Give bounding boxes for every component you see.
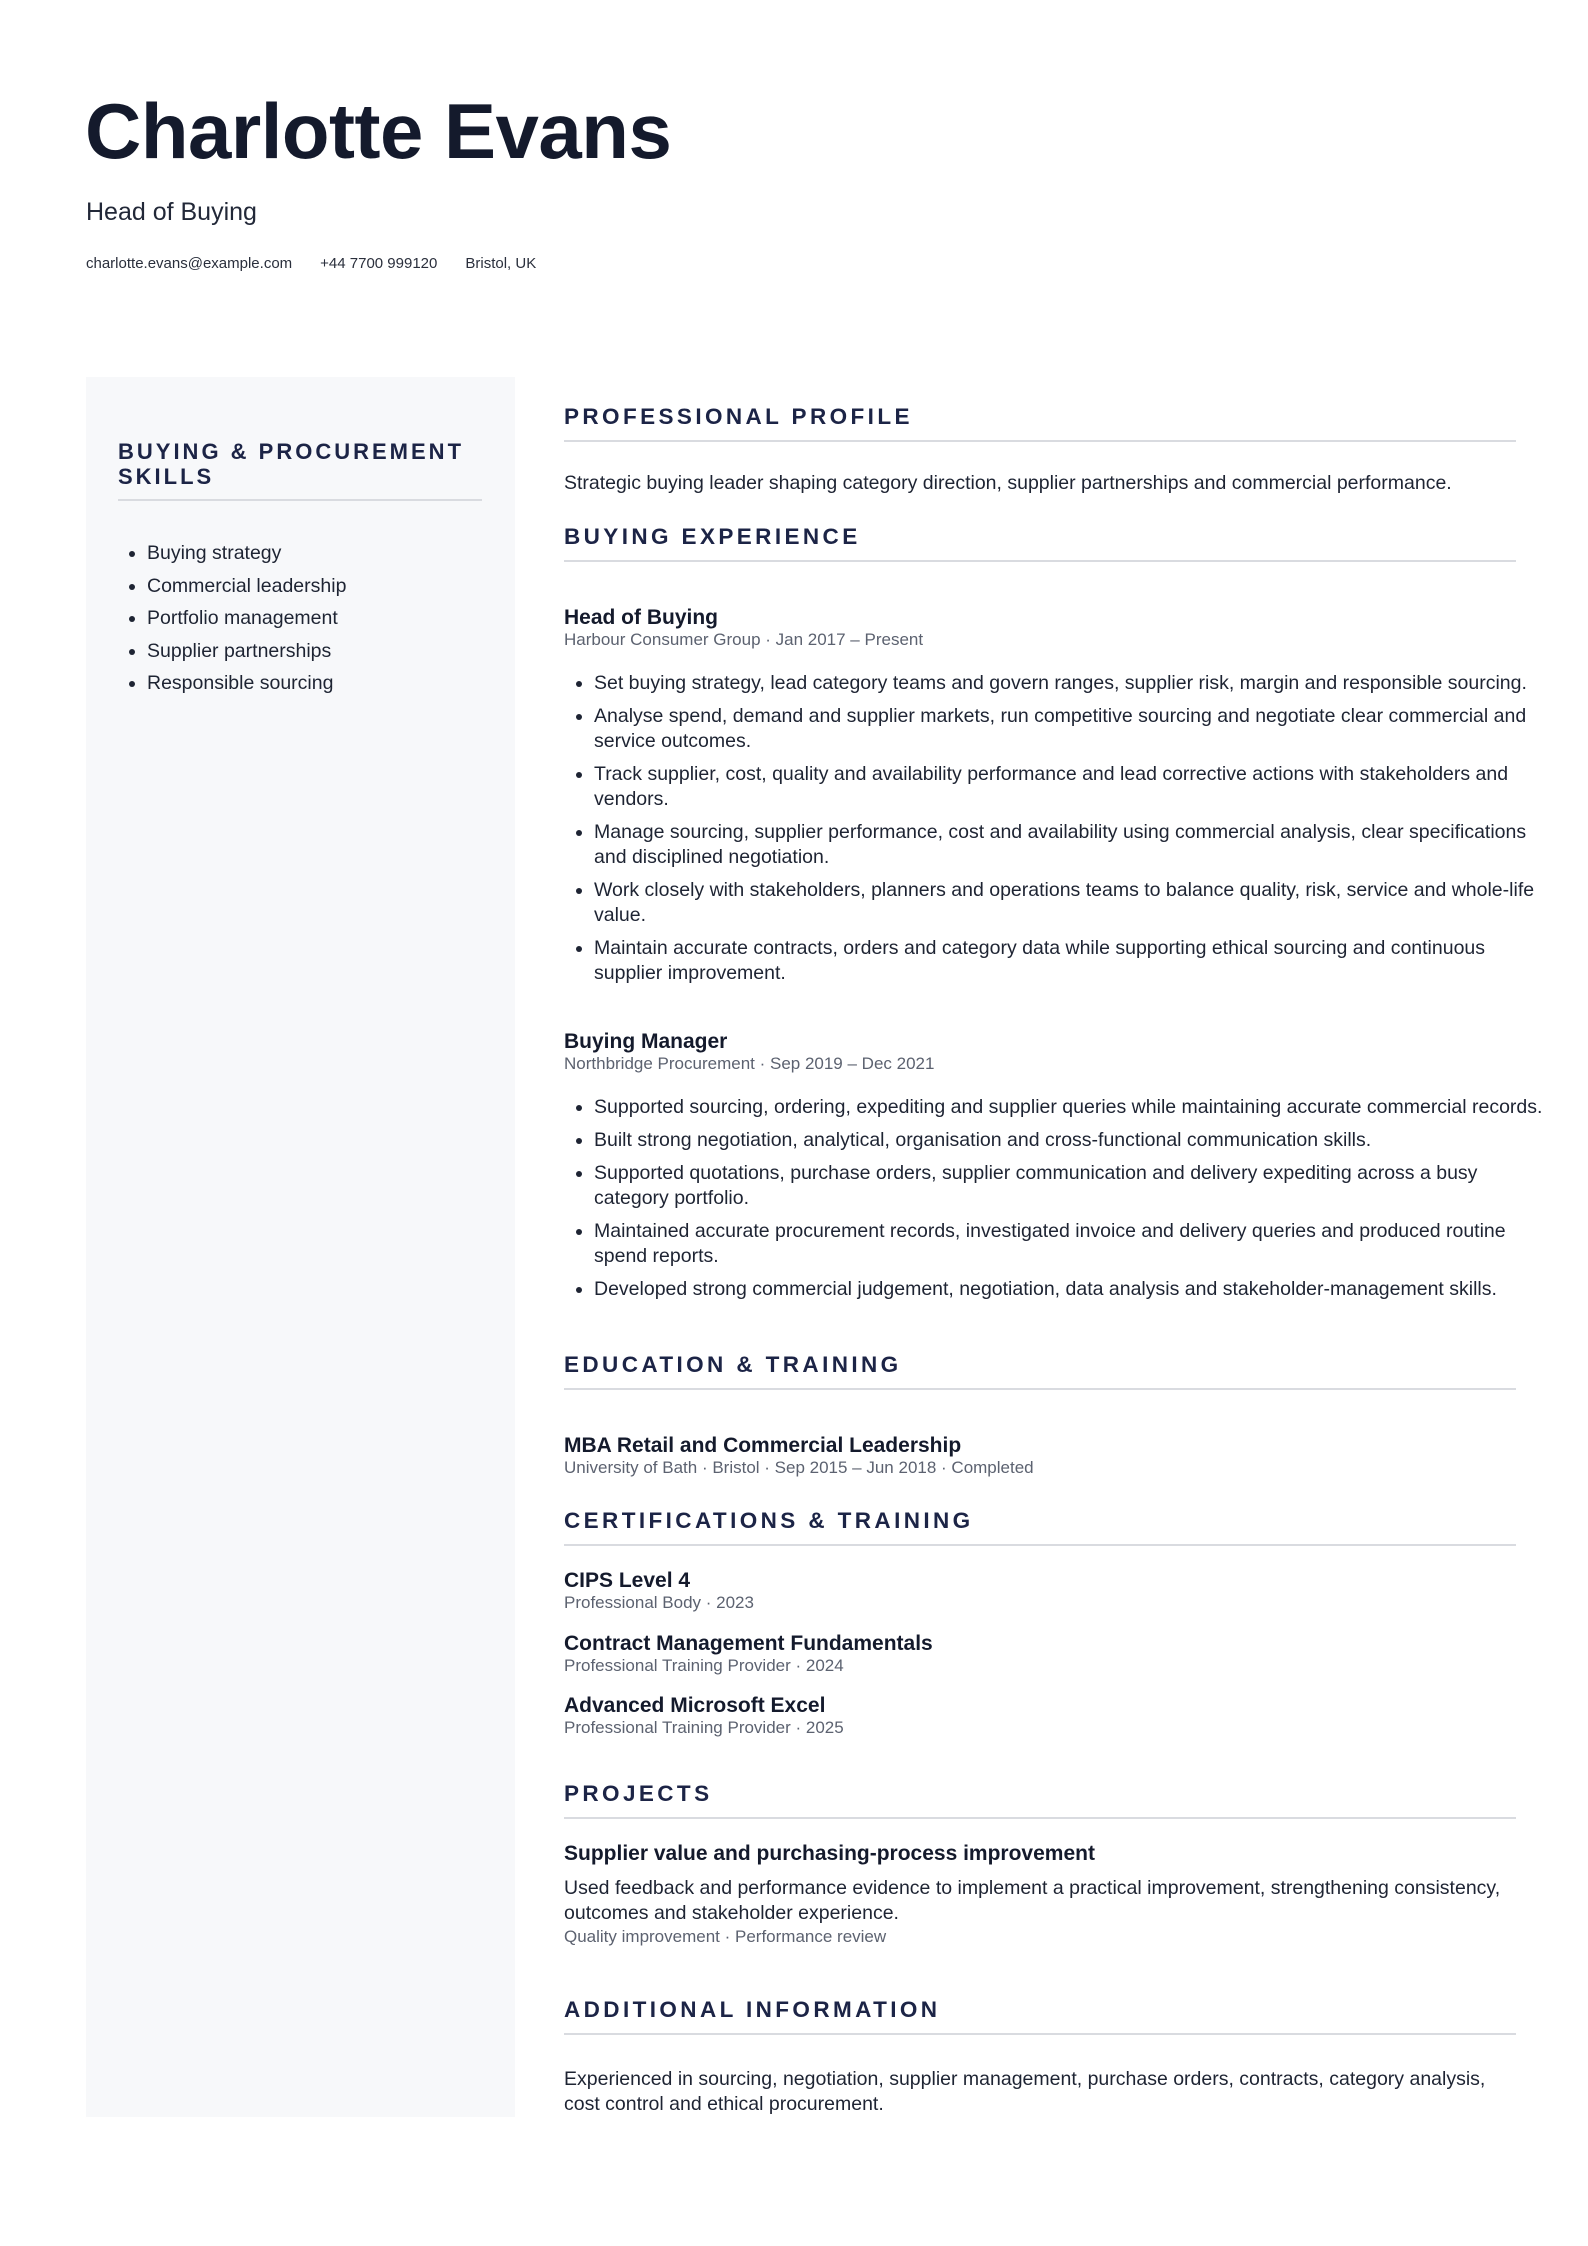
job-meta: Northbridge Procurement · Sep 2019 – Dec 2021 xyxy=(564,1054,935,1073)
profile-text: Strategic buying leader shaping category direction, supplier partnerships and commercial performance. xyxy=(564,472,1452,494)
project-text: Used feedback and performance evidence to implement a practical improvement, strengthening consistency, outcomes and stakeholder experience. xyxy=(564,1877,1501,1924)
project-title: Supplier value and purchasing-process improvement xyxy=(564,1842,1095,1865)
education-heading: EDUCATION & TRAINING xyxy=(564,1352,902,1377)
certification-meta: Professional Training Provider · 2024 xyxy=(564,1656,844,1675)
skills-heading: BUYING & PROCUREMENT SKILLS xyxy=(118,439,465,490)
certification-title: Contract Management Fundamentals xyxy=(564,1632,933,1655)
experience-divider xyxy=(564,560,1516,562)
job-bullet: • Built strong negotiation, analytical, organisation and cross-functional communication skills. xyxy=(594,1128,1546,1153)
candidate-name: Charlotte Evans xyxy=(85,87,672,175)
job-bullets xyxy=(564,1095,1546,1302)
contact-email[interactable]: charlotte.evans@example.com xyxy=(86,255,293,272)
additional-divider xyxy=(564,2033,1516,2035)
additional-heading: ADDITIONAL INFORMATION xyxy=(564,1997,941,2022)
education-divider xyxy=(564,1388,1516,1390)
job-title: Buying Manager xyxy=(564,1030,728,1053)
certification-meta: Professional Training Provider · 2025 xyxy=(564,1718,844,1737)
projects-divider xyxy=(564,1817,1516,1819)
skill-item: • Portfolio management xyxy=(147,602,346,635)
job-bullets xyxy=(564,671,1546,986)
certification-meta: Professional Body · 2023 xyxy=(564,1593,754,1612)
experience-heading: BUYING EXPERIENCE xyxy=(564,524,861,549)
skills-list xyxy=(118,537,346,700)
job-bullet: • Maintain accurate contracts, orders and category data while supporting ethical sourcing and continuous supplier improvement. xyxy=(594,936,1546,986)
certifications-heading: CERTIFICATIONS & TRAINING xyxy=(564,1508,974,1533)
certification-title: Advanced Microsoft Excel xyxy=(564,1694,826,1717)
job-bullet: • Work closely with stakeholders, planners and operations teams to balance quality, risk, service and whole-life value. xyxy=(594,878,1546,928)
skill-item: • Buying strategy xyxy=(147,537,346,570)
job-bullet: • Track supplier, cost, quality and availability performance and lead corrective actions with stakeholders and vendors. xyxy=(594,762,1546,812)
project-meta: Quality improvement · Performance review xyxy=(564,1927,887,1946)
contact-line xyxy=(86,255,536,272)
job-bullet: • Manage sourcing, supplier performance, cost and availability using commercial analysis, clear specifications and disciplined negotiation. xyxy=(594,820,1546,870)
job-bullet: • Maintained accurate procurement records, investigated invoice and delivery queries and produced routine spend reports. xyxy=(594,1219,1546,1269)
job-bullet: • Supported quotations, purchase orders, supplier communication and delivery expediting across a busy category portfolio. xyxy=(594,1161,1546,1211)
profile-divider xyxy=(564,440,1516,442)
projects-heading: PROJECTS xyxy=(564,1781,713,1806)
skill-item: • Responsible sourcing xyxy=(147,667,346,700)
skills-sidebar xyxy=(86,377,515,2117)
skill-item: • Supplier partnerships xyxy=(147,635,346,668)
certifications-divider xyxy=(564,1544,1516,1546)
job-bullet: • Analyse spend, demand and supplier markets, run competitive sourcing and negotiate clear commercial and service outcomes. xyxy=(594,704,1546,754)
skills-divider xyxy=(118,499,482,501)
job-bullet: • Set buying strategy, lead category teams and govern ranges, supplier risk, margin and responsible sourcing. xyxy=(594,671,1546,696)
job-title: Head of Buying xyxy=(564,606,719,629)
contact-location: Bristol, UK xyxy=(465,255,537,272)
profile-heading: PROFESSIONAL PROFILE xyxy=(564,404,913,429)
education-title: MBA Retail and Commercial Leadership xyxy=(564,1434,962,1457)
job-bullet: • Supported sourcing, ordering, expediting and supplier queries while maintaining accurate commercial records. xyxy=(594,1095,1546,1120)
contact-phone[interactable]: +44 7700 999120 xyxy=(320,255,438,272)
certification-title: CIPS Level 4 xyxy=(564,1569,691,1592)
job-bullet: • Developed strong commercial judgement, negotiation, data analysis and stakeholder-management skills. xyxy=(594,1277,1546,1302)
job-meta: Harbour Consumer Group · Jan 2017 – Present xyxy=(564,630,924,649)
skill-item: • Commercial leadership xyxy=(147,570,346,603)
candidate-role: Head of Buying xyxy=(86,198,257,226)
education-meta: University of Bath · Bristol · Sep 2015 – Jun 2018 · Completed xyxy=(564,1458,1034,1477)
additional-text: Experienced in sourcing, negotiation, supplier management, purchase orders, contracts, category analysis, cost control and ethical procurement. xyxy=(564,2068,1486,2115)
